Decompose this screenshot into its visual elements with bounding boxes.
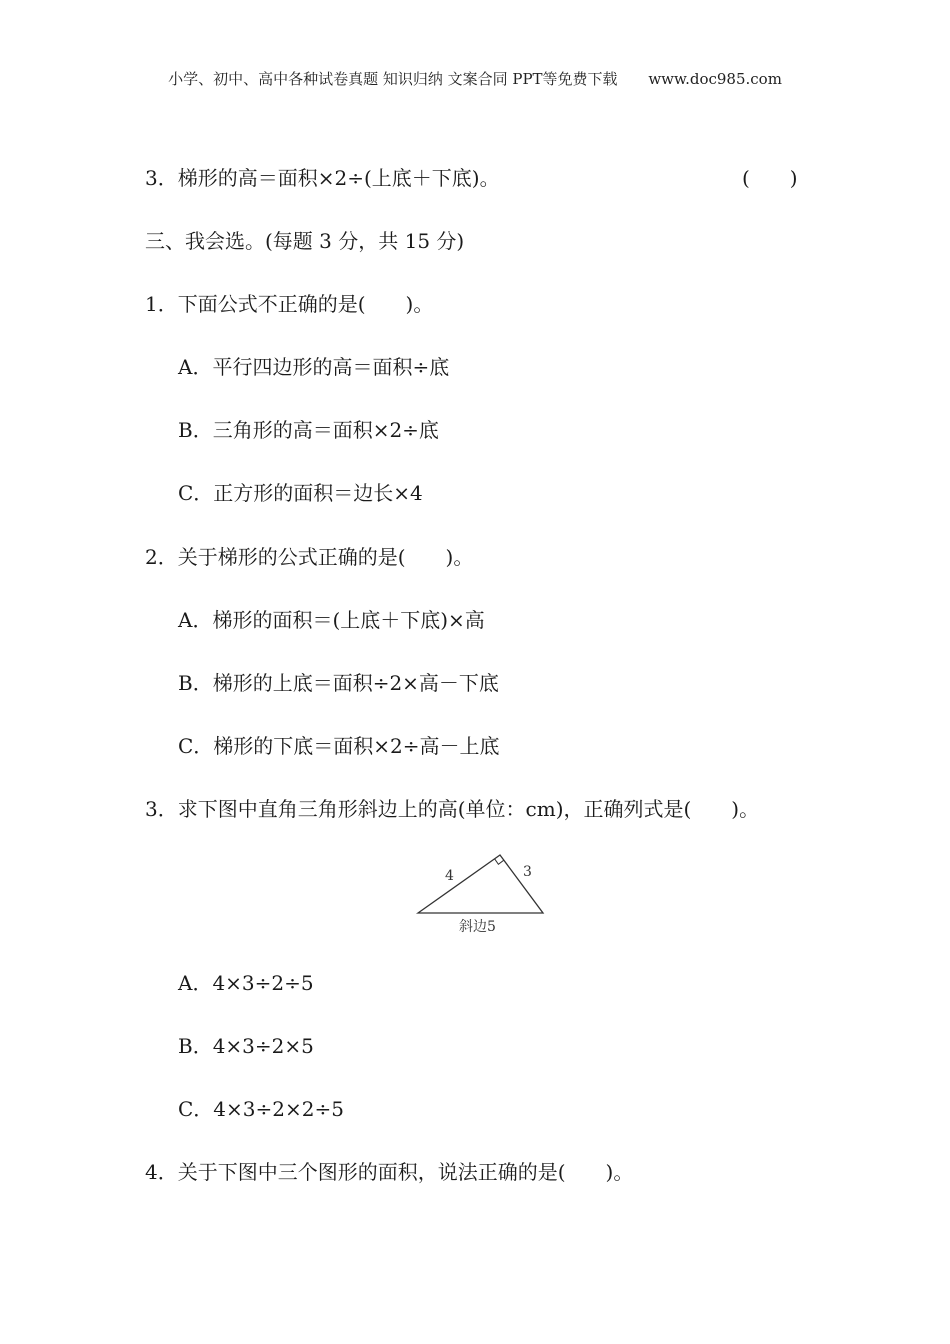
question-2-option-c[interactable]: C．梯形的下底＝面积×2÷高－上底 <box>178 734 500 758</box>
question-2-option-a[interactable]: A．梯形的面积＝(上底＋下底)×高 <box>178 608 485 632</box>
header-text: 小学、初中、高中各种试卷真题 知识归纳 文案合同 PPT等免费下载 <box>168 70 618 88</box>
section-3-title: 三、我会选。(每题 3 分，共 15 分) <box>145 229 465 253</box>
side-left-label: 4 <box>445 868 454 884</box>
question-3-option-a[interactable]: A．4×3÷2÷5 <box>178 971 314 995</box>
hypotenuse-label: 斜边5 <box>459 919 496 935</box>
judge-item-3: 3．梯形的高＝面积×2÷(上底＋下底)。 <box>145 166 500 190</box>
question-3-option-c[interactable]: C．4×3÷2×2÷5 <box>178 1097 344 1121</box>
question-1-stem: 1．下面公式不正确的是( )。 <box>145 292 434 316</box>
question-2-option-b[interactable]: B．梯形的上底＝面积÷2×高－下底 <box>178 671 499 695</box>
right-angle-mark <box>495 859 504 865</box>
side-right-label: 3 <box>523 864 532 880</box>
right-triangle-svg <box>412 850 552 940</box>
page-header <box>0 68 950 89</box>
question-4-stem: 4．关于下图中三个图形的面积，说法正确的是( )。 <box>145 1160 634 1184</box>
judge-item-3-answer-bracket[interactable]: ( ) <box>742 166 798 190</box>
right-triangle-figure <box>412 850 552 940</box>
question-1-option-b[interactable]: B．三角形的高＝面积×2÷底 <box>178 418 439 442</box>
header-site: www.doc985.com <box>648 70 782 88</box>
question-3-stem: 3．求下图中直角三角形斜边上的高(单位：cm)，正确列式是( )。 <box>145 797 760 821</box>
question-1-option-c[interactable]: C．正方形的面积＝边长×4 <box>178 481 423 505</box>
question-3-option-b[interactable]: B．4×3÷2×5 <box>178 1034 314 1058</box>
question-1-option-a[interactable]: A．平行四边形的高＝面积÷底 <box>178 355 450 379</box>
question-2-stem: 2．关于梯形的公式正确的是( )。 <box>145 545 474 569</box>
